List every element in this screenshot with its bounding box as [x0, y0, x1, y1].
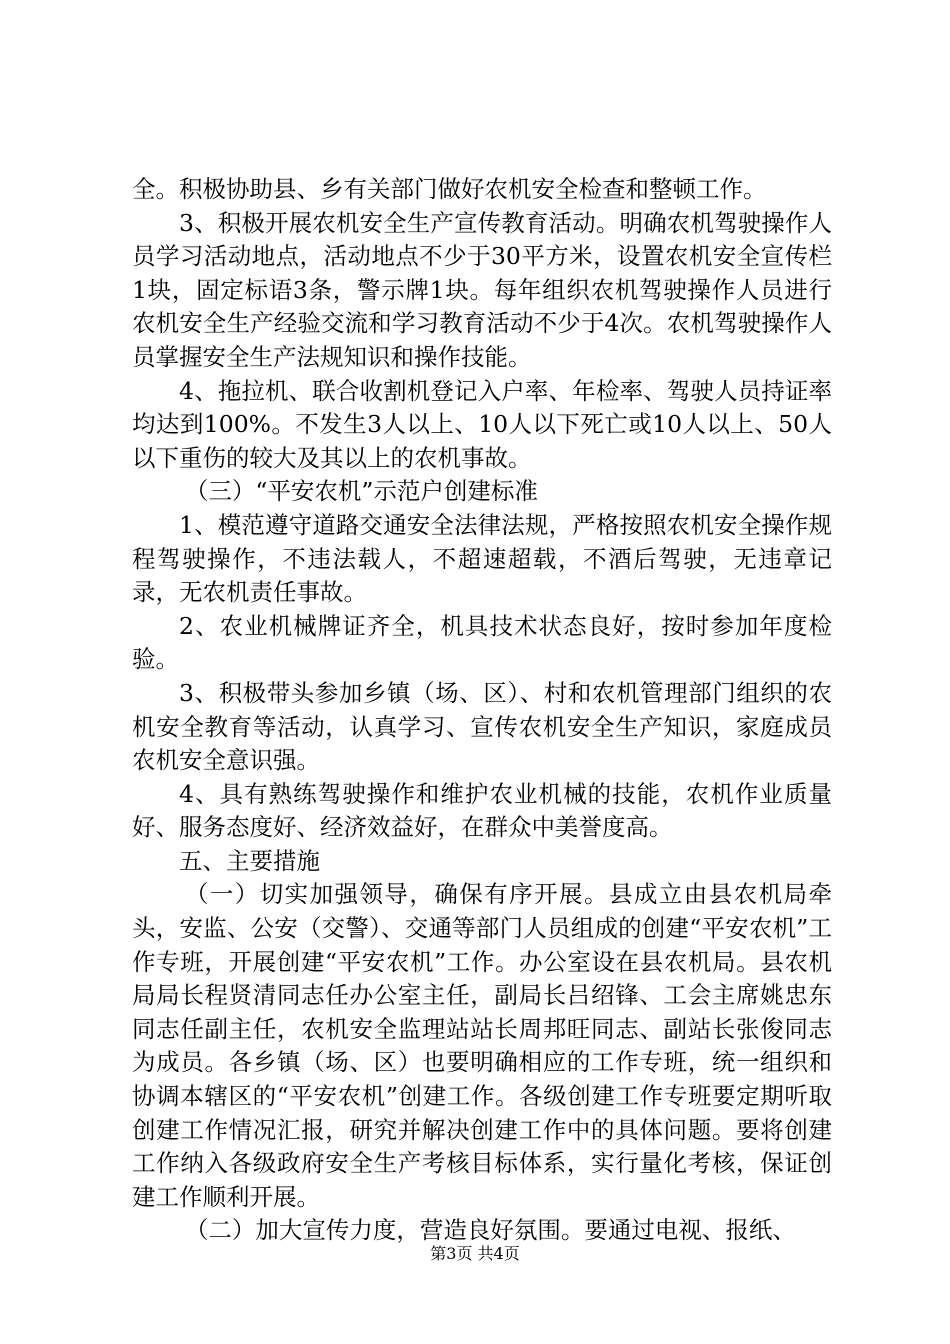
section-heading-main-measures: 五、主要措施: [179, 846, 320, 875]
paragraph-measure-2-publicity: （二）加大宣传力度，营造良好氛围。要通过电视、报纸、: [184, 1216, 796, 1245]
paragraph-measure-1-leadership: （一）切实加强领导，确保有序开展。县成立由县农机局牵头，安监、公安（交警）、交通等部门人员组成的创建“平安农机”工作专班，开展创建“平安农机”工作。办公室设在县农机局。县农机局局长程贤清同志任办公室主任，副局长吕绍锋、工会主席姚忠东同志任副主任，农机安全监理站站长周邦旺同志、副站长张俊同志为成员。各乡镇（场、区）也要明确相应的工作专班，统一组织和协调本辖区的“平安农机”创建工作。各级创建工作专班要定期听取创建工作情况汇报，研究并解决创建工作中的具体问题。要将创建工作纳入各级政府安全生产考核目标体系，实行量化考核，保证创建工作顺利开展。: [132, 880, 832, 1211]
page-footer: 第3页 共4页: [430, 1244, 520, 1263]
document-body: [132, 173, 832, 1248]
section-heading-demo-household: （三）“平安农机”示范户创建标准: [184, 477, 538, 506]
paragraph-item-1-traffic-law: 1、模范遵守道路交通安全法律法规，严格按照农机安全操作规程驾驶操作，不违法载人，不超速超载，不酒后驾驶，无违章记录，无农机责任事故。: [132, 510, 832, 607]
paragraph-item-3-publicity: 3、积极开展农机安全生产宣传教育活动。明确农机驾驶操作人员学习活动地点，活动地点不少于30平方米，设置农机安全宣传栏1块，固定标语3条，警示牌1块。每年组织农机驾驶操作人员进行农机安全生产经验交流和学习教育活动不少于4次。农机驾驶操作人员掌握安全生产法规知识和操作技能。: [132, 208, 832, 371]
paragraph-continuation: 全。积极协助县、乡有关部门做好农机安全检查和整顿工作。: [132, 175, 767, 203]
paragraph-item-3-education: 3、积极带头参加乡镇（场、区）、村和农机管理部门组织的农机安全教育等活动，认真学习、宣传农机安全生产知识，家庭成员农机安全意识强。: [132, 678, 832, 775]
paragraph-item-4-registration: 4、拖拉机、联合收割机登记入户率、年检率、驾驶人员持证率均达到100%。不发生3人以上、10人以下死亡或10人以上、50人以下重伤的较大及其以上的农机事故。: [132, 376, 832, 472]
paragraph-item-2-license: 2、农业机械牌证齐全，机具技术状态良好，按时参加年度检验。: [132, 611, 832, 674]
paragraph-item-4-skills: 4、具有熟练驾驶操作和维护农业机械的技能，农机作业质量好、服务态度好、经济效益好，在群众中美誉度高。: [132, 779, 832, 842]
